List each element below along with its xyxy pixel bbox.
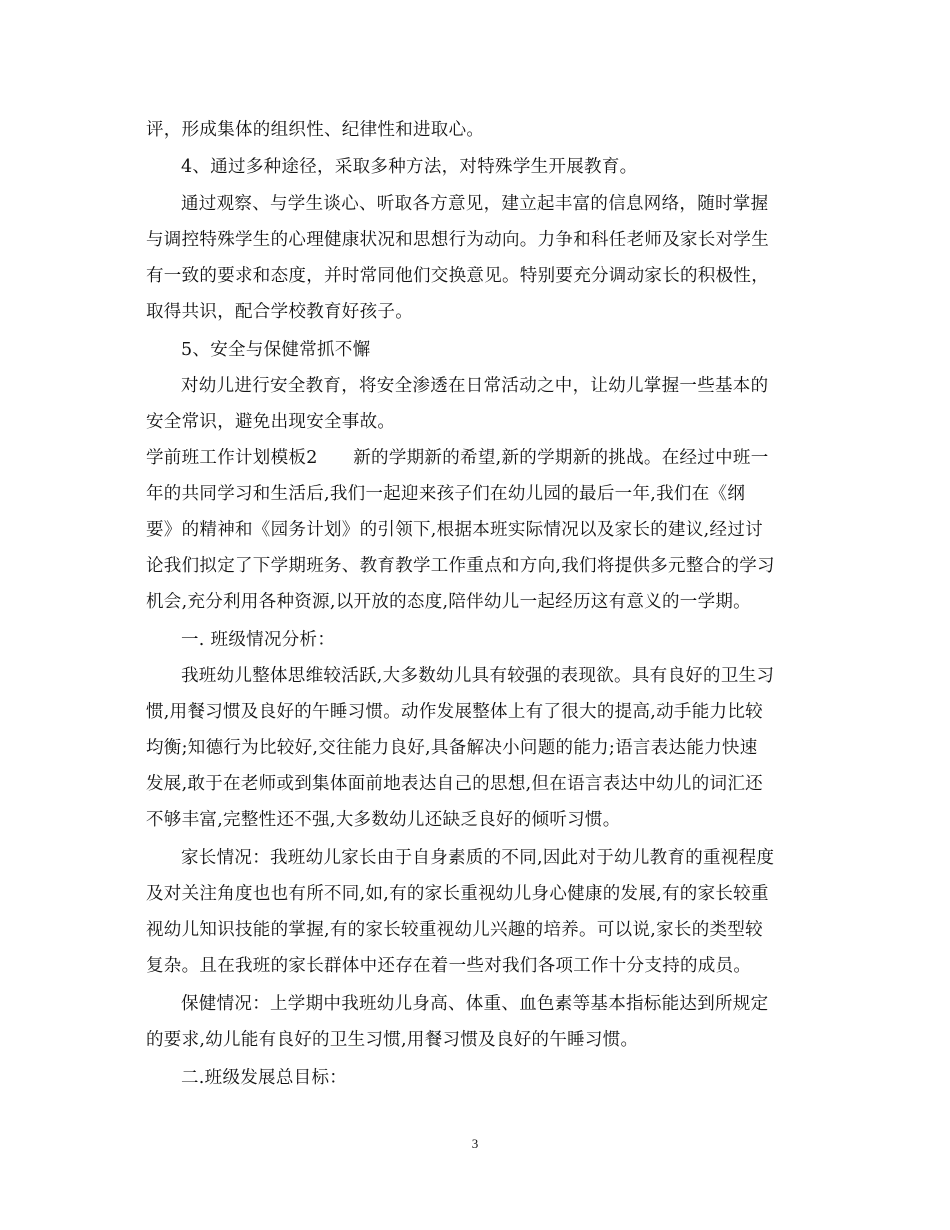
section-heading: 5、安全与保健常抓不懈 [181, 340, 371, 360]
text-line: 评，形成集体的组织性、纪律性和进取心。 [146, 120, 485, 140]
text-line: 复杂。且在我班的家长群体中还存在着一些对我们各项工作十分支持的成员。 [146, 956, 752, 976]
text-line: 与调控特殊学生的心理健康状况和思想行为动向。力争和科任老师及家长对学生 [146, 230, 769, 250]
text-line: 均衡;知德行为比较好,交往能力良好,具备解决小问题的能力;语言表达能力快速 [146, 738, 758, 758]
text-line: 不够丰富,完整性还不强,大多数幼儿还缺乏良好的倾听习惯。 [146, 810, 621, 830]
text-line: 家长情况：我班幼儿家长由于自身素质的不同,因此对于幼儿教育的重视程度 [181, 848, 775, 868]
text-line: 通过观察、与学生谈心、听取各方意见，建立起丰富的信息网络，随时掌握 [181, 194, 769, 214]
text-line: 取得共识，配合学校教育好孩子。 [146, 302, 413, 322]
section-heading: 二.班级发展总目标： [181, 1068, 348, 1088]
text-line: 的要求,幼儿能有良好的卫生习惯,用餐习惯及良好的午睡习惯。 [146, 1030, 639, 1050]
text-line: 4、通过多种途径，采取多种方法，对特殊学生开展教育。 [181, 157, 638, 177]
text-line: 学前班工作计划模板2 新的学期新的希望,新的学期新的挑战。在经过中班一 [146, 448, 769, 468]
text-line: 发展,敢于在老师或到集体面前地表达自己的思想,但在语言表达中幼儿的词汇还 [146, 774, 763, 794]
text-line: 年的共同学习和生活后,我们一起迎来孩子们在幼儿园的最后一年,我们在《纲 [146, 484, 746, 504]
section-heading: 一. 班级情况分析： [181, 630, 336, 650]
text-line: 我班幼儿整体思维较活跃,大多数幼儿具有较强的表现欲。具有良好的卫生习 [181, 666, 775, 686]
page-number: 3 [471, 1136, 479, 1151]
text-line: 视幼儿知识技能的掌握,有的家长较重视幼儿兴趣的培养。可以说,家长的类型较 [146, 920, 763, 940]
text-line: 要》的精神和《园务计划》的引领下,根据本班实际情况以及家长的建议,经过讨 [146, 520, 763, 540]
text-line: 及对关注角度也也有所不同,如,有的家长重视幼儿身心健康的发展,有的家长较重 [146, 884, 769, 904]
text-line: 论我们拟定了下学期班务、教育教学工作重点和方向,我们将提供多元整合的学习 [146, 556, 775, 576]
text-line: 机会,充分利用各种资源,以开放的态度,陪伴幼儿一起经历这有意义的一学期。 [146, 592, 751, 612]
text-line: 对幼儿进行安全教育，将安全渗透在日常活动之中，让幼儿掌握一些基本的 [181, 376, 769, 396]
text-line: 保健情况：上学期中我班幼儿身高、体重、血色素等基本指标能达到所规定 [181, 994, 769, 1014]
text-line: 有一致的要求和态度，并时常同他们交换意见。特别要充分调动家长的积极性， [146, 266, 769, 286]
text-line: 惯,用餐习惯及良好的午睡习惯。动作发展整体上有了很大的提高,动手能力比较 [146, 702, 763, 722]
text-line: 安全常识，避免出现安全事故。 [146, 412, 396, 432]
